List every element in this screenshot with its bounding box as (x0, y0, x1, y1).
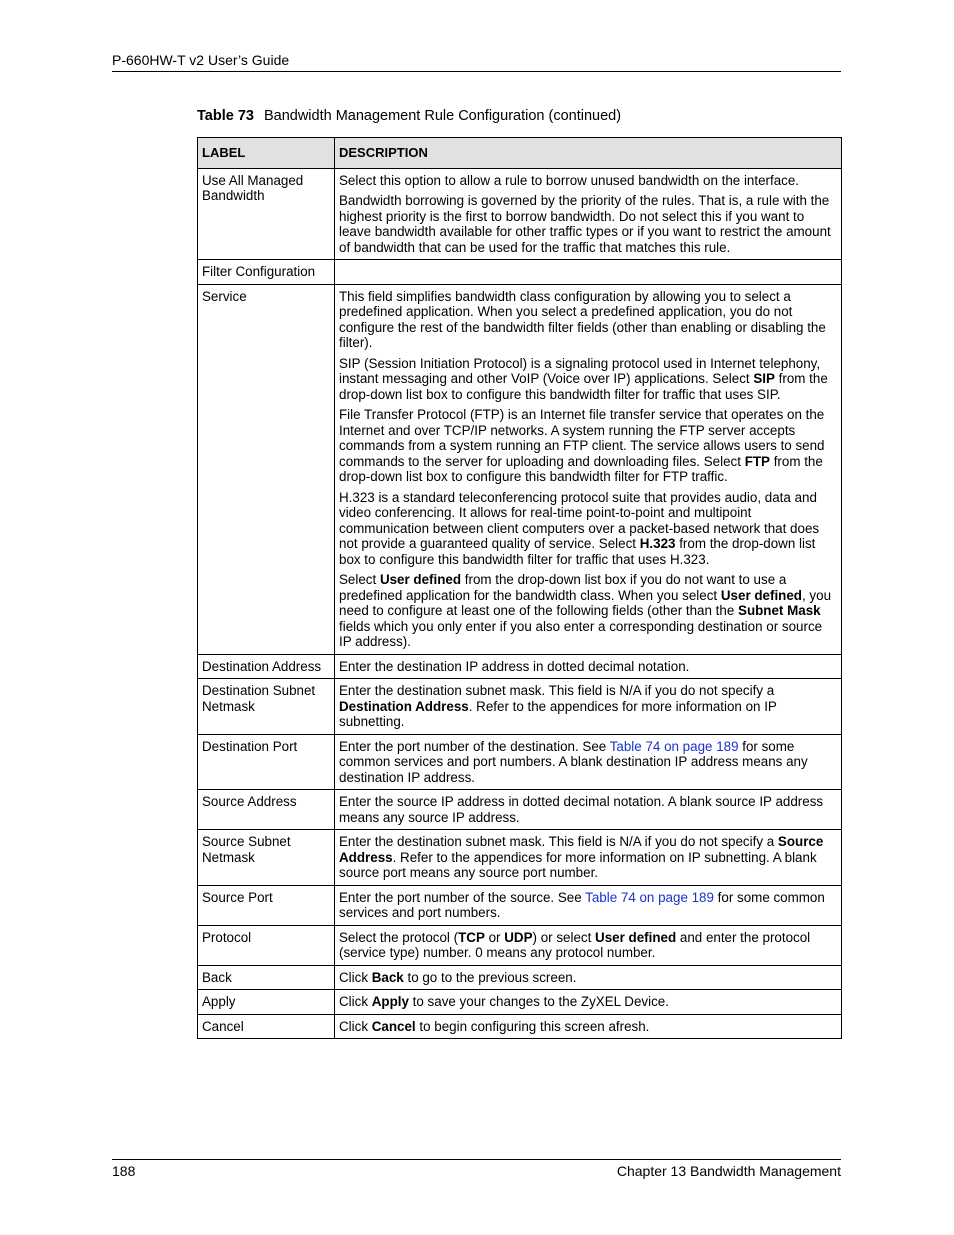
page-footer (112, 1159, 841, 1179)
text-segment: Select this option to allow a rule to borrow unused bandwidth on the interface. (339, 172, 800, 188)
bold-term: Source Address (339, 834, 824, 865)
table-row (198, 734, 842, 790)
row-label: Source Port (198, 885, 335, 925)
bold-term: User defined (720, 587, 802, 603)
table-caption (197, 108, 621, 124)
description-paragraph (339, 173, 837, 189)
description-paragraph (339, 970, 837, 986)
text-segment: Click (339, 969, 372, 985)
row-label: Destination Address (198, 654, 335, 679)
row-label: Protocol (198, 925, 335, 965)
table-row (198, 654, 842, 679)
bold-term: User defined (379, 572, 462, 587)
text-segment: Bandwidth borrowing is governed by the priority of the rules. That is, a rule with the highest priority is the first to borrow bandwidth. Do not select this if you want to leave bandwidth available for other traffic types or if you want to restrict the amount of bandwidth that can be used for the traffic that matches this rule. (339, 193, 831, 255)
description-paragraph (339, 407, 837, 485)
cross-reference-link[interactable]: Table 74 on page 189 (609, 738, 739, 754)
row-description (335, 790, 842, 830)
text-segment: , you need to configure at least one of the following fields (other than the (339, 587, 832, 618)
table-row (198, 260, 842, 285)
description-paragraph (339, 834, 837, 881)
description-column-header: DESCRIPTION (335, 138, 842, 169)
row-description (335, 679, 842, 735)
text-segment: or (484, 929, 505, 945)
table-row (198, 885, 842, 925)
description-paragraph (339, 1019, 837, 1035)
text-segment: and enter the protocol (service type) number. 0 means any protocol number. (339, 929, 811, 960)
bold-term: FTP (744, 453, 770, 469)
page-header (112, 52, 841, 72)
text-segment: Enter the destination subnet mask. This field is N/A if you do not specify a (339, 834, 778, 849)
table-row (198, 830, 842, 886)
chapter-title: Chapter 13 Bandwidth Management (616, 1163, 841, 1179)
row-description (335, 925, 842, 965)
row-label: Apply (198, 990, 335, 1015)
description-paragraph (339, 890, 837, 921)
row-label: Source Subnet Netmask (198, 830, 335, 886)
text-segment: Enter the destination IP address in dotted decimal notation. (339, 658, 690, 674)
text-segment: Enter the destination subnet mask. This field is N/A if you do not specify a (339, 683, 775, 698)
label-column-header: LABEL (198, 138, 335, 169)
table-row (198, 1014, 842, 1039)
text-segment: to save your changes to the ZyXEL Device. (408, 994, 669, 1009)
row-label: Source Address (198, 790, 335, 830)
description-paragraph (339, 289, 837, 351)
description-paragraph (339, 794, 837, 825)
description-paragraph (339, 572, 837, 650)
text-segment: Click (339, 994, 372, 1009)
description-paragraph (339, 193, 837, 255)
bold-term: SIP (753, 371, 775, 386)
table-row (198, 284, 842, 654)
description-paragraph (339, 683, 837, 730)
row-description (335, 830, 842, 886)
text-segment: SIP (Session Initiation Protocol) is a signaling protocol used in Internet telephony, instant messaging and other VoIP (Voice over IP) applications. Select (339, 355, 821, 386)
row-description (335, 654, 842, 679)
row-label: Service (198, 284, 335, 654)
text-segment: This field simplifies bandwidth class configuration by allowing you to select a predefined application. When you select a predefined application, you do not configure the rest of the bandwidth filter fields (other than enabling or disabling the filter). (339, 288, 826, 350)
description-paragraph (339, 739, 837, 786)
row-description (335, 734, 842, 790)
text-segment: to go to the previous screen. (403, 969, 577, 985)
description-paragraph (339, 490, 837, 568)
table-row (198, 925, 842, 965)
row-label: Cancel (198, 1014, 335, 1039)
text-segment: from the drop-down list box to configure this bandwidth filter for traffic that uses H.323. (339, 536, 816, 567)
row-description (335, 885, 842, 925)
text-segment: for some common services and port numbers. A blank destination IP address means any destination IP address. (339, 738, 808, 785)
text-segment: for some common services and port numbers. (339, 889, 825, 920)
row-description (335, 168, 842, 260)
text-segment: Click (339, 1018, 372, 1034)
text-segment: . Refer to the appendices for more information on IP subnetting. A blank source port means any source port number. (339, 849, 817, 880)
table-row (198, 790, 842, 830)
row-label: Use All Managed Bandwidth (198, 168, 335, 260)
text-segment: File Transfer Protocol (FTP) is an Internet file transfer service that operates on the Internet and over TCP/IP networks. A system running the FTP server accepts commands from a system running an FTP client. The service allows users to send commands to the server for uploading and downloading files. Select (339, 407, 825, 469)
text-segment: fields which you only enter if you also enter a corresponding destination or source IP address). (339, 618, 823, 649)
rule-configuration-table (197, 137, 842, 1039)
text-segment: from the drop-down list box to configure this bandwidth filter for FTP traffic. (339, 453, 823, 484)
row-description (335, 965, 842, 990)
row-label: Filter Configuration (198, 260, 335, 285)
bold-term: Apply (371, 994, 409, 1009)
table-row (198, 679, 842, 735)
description-paragraph (339, 659, 837, 675)
bold-term: User defined (595, 929, 677, 945)
text-segment: from the drop-down list box if you do not want to use a predefined application for the bandwidth class. When you select (339, 572, 787, 603)
row-description (335, 260, 842, 285)
table-body (198, 168, 842, 1039)
row-label: Back (198, 965, 335, 990)
text-segment: Select (339, 572, 380, 587)
table-header-row (198, 138, 842, 169)
text-segment: to begin configuring this screen afresh. (415, 1018, 650, 1034)
cross-reference-link[interactable]: Table 74 on page 189 (585, 889, 714, 905)
guide-title: P-660HW-T v2 User’s Guide (112, 52, 290, 68)
bold-term: TCP (458, 929, 485, 945)
description-paragraph (339, 994, 837, 1010)
text-segment: Enter the port number of the destination. See (339, 738, 610, 754)
bold-term: H.323 (639, 536, 676, 551)
row-description (335, 990, 842, 1015)
table-row (198, 990, 842, 1015)
table-number: Table 73 (197, 108, 254, 124)
row-label: Destination Subnet Netmask (198, 679, 335, 735)
text-segment: . Refer to the appendices for more information on IP subnetting. (339, 698, 777, 729)
text-segment: ) or select (532, 929, 596, 945)
row-description (335, 1014, 842, 1039)
text-segment: Select the protocol ( (339, 929, 459, 945)
page-number: 188 (112, 1163, 136, 1179)
text-segment: Enter the port number of the source. See (339, 889, 586, 905)
bold-term: Destination Address (339, 698, 469, 714)
description-paragraph (339, 930, 837, 961)
row-label: Destination Port (198, 734, 335, 790)
table-row (198, 168, 842, 260)
row-description (335, 284, 842, 654)
text-segment: Enter the source IP address in dotted decimal notation. A blank source IP address means any source IP address. (339, 794, 824, 825)
bold-term: Cancel (371, 1018, 416, 1034)
text-segment: from the drop-down list box to configure this bandwidth filter for traffic that uses SIP. (339, 371, 828, 402)
table-title: Bandwidth Management Rule Configuration (continued) (263, 108, 622, 124)
text-segment: H.323 is a standard teleconferencing protocol suite that provides audio, data and video conferencing. It allows for real-time point-to-point and multipoint communication between client computers over a packet-based network that does not provide a guaranteed quality of service. Select (339, 489, 820, 551)
bold-term: Subnet Mask (738, 603, 821, 618)
table-row (198, 965, 842, 990)
description-paragraph (339, 356, 837, 403)
bold-term: Back (371, 969, 404, 985)
bold-term: UDP (504, 929, 533, 945)
